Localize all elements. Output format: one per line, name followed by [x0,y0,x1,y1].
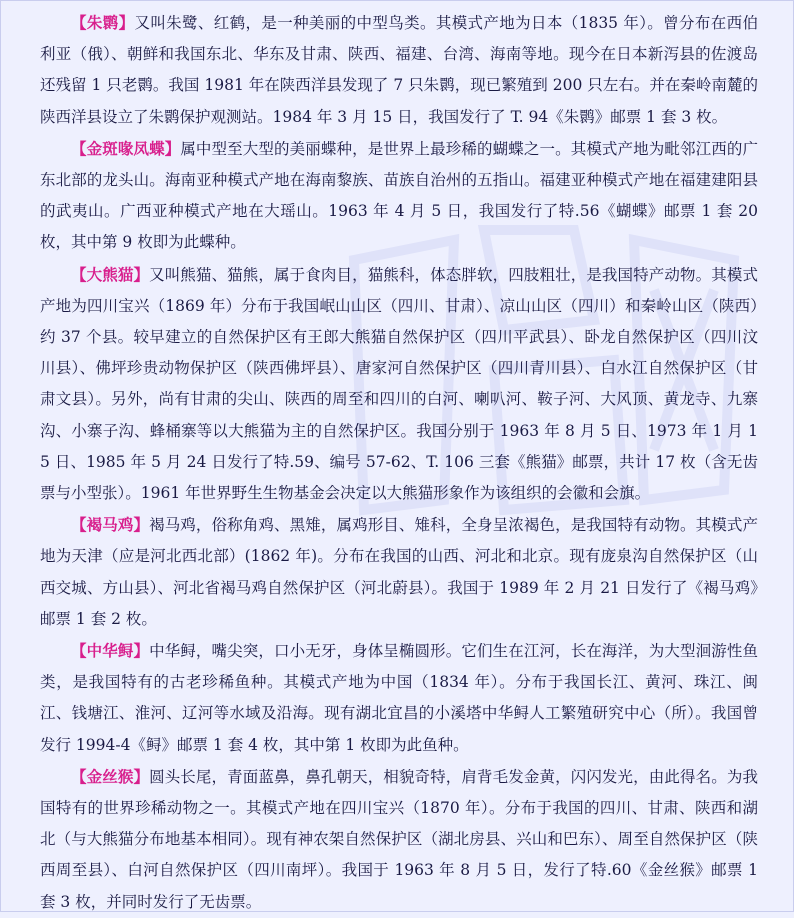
entry-text: 圆头长尾，青面蓝鼻，鼻孔朝天，相貌奇特，肩背毛发金黄，闪闪发光，由此得名。为我国特有的世界珍稀动物之一。其模式产地在四川宝兴（1870 年）。分布于我国的四川、甘肃、陕西和湖北（与大熊猫分布地基本相同）。现有神农架自然保护区（湖北房县、兴山和巴东）、周至自然保护区（陕西周至县）、白河自然保护区（四川南坪）。我国于 1963 年 8 月 5 日，发行了特.60《金丝猴》邮票 1 套 3 枚，并同时发行了无齿票。 [40,767,758,911]
entry-term: 【中华鲟】 [71,641,150,661]
entry-giant-panda [40,259,758,510]
entry-text: 又叫朱鹭、红鹤，是一种美丽的中型鸟类。其模式产地为日本（1835 年）。曾分布在西伯利亚（俄）、朝鲜和我国东北、华东及甘肃、陕西、福建、台湾、海南等地。现今在日本新泻县的佐渡岛还残留 1 只老鹮。我国 1981 年在陕西洋县发现了 7 只朱鹮，现已繁殖到 200 只左右。并在秦岭南麓的陕西洋县设立了朱鹮保护观测站。1984 年 3 月 15 日，我国发行了 T. 94《朱鹮》邮票 1 套 3 枚。 [40,14,758,126]
entry-golden-snub-nosed-monkey [40,761,758,918]
entry-text: 属中型至大型的美丽蝶种，是世界上最珍稀的蝴蝶之一。其模式产地为毗邻江西的广东北部的龙头山。海南亚种模式产地在海南黎族、苗族自治州的五指山。福建亚种模式产地在福建建阳县的武夷山。广西亚种模式产地在大瑶山。1963 年 4 月 5 日，我国发行了特.56《蝴蝶》邮票 1 套 20 枚，其中第 9 枚即为此蝶种。 [40,139,758,252]
entry-text: 褐马鸡，俗称角鸡、黑雉，属鸡形目、雉科，全身呈浓褐色，是我国特有动物。其模式产地为天津（应是河北西北部）(1862 年)。分布在我国的山西、河北和北京。现有庞泉沟自然保护区（山西交城、方山县）、河北省褐马鸡自然保护区（河北蔚县）。我国于 1989 年 2 月 21 日发行了《褐马鸡》邮票 1 套 2 枚。 [40,516,758,628]
entry-term: 【朱鹮】 [71,13,135,32]
entry-text: 又叫熊猫、猫熊，属于食肉目，猫熊科，体态胖软，四肢粗壮，是我国特产动物。其模式产地为四川宝兴（1869 年）分布于我国岷山山区（四川、甘肃）、凉山山区（四川）和秦岭山区（陕西）约 37 个县。较早建立的自然保护区有王郎大熊猫自然保护区（四川平武县）、卧龙自然保护区（四川汶川县）、佛坪珍贵动物保护区（陕西佛坪县）、唐家河自然保护区（四川青川县）、白水江自然保护区（甘肃文县）。另外，尚有甘肃的尖山、陕西的周至和四川的白河、喇叭河、鞍子河、大风顶、黄龙寺、九寨沟、小寨子沟、蜂桶寨等以大熊猫为主的自然保护区。我国分别于 1963 年 8 月 5 日、1973 年 1 月 15 日、1985 年 5 月 24 日发行了特.59、编号 57-62、T. 106 三套《熊猫》邮票，共计 17 枚（含无齿票与小型张）。1961 年世界野生生物基金会决定以大熊猫形象作为该组织的会徽和会旗。 [40,265,758,503]
entry-crested-ibis [40,7,758,133]
entry-brown-eared-pheasant [40,509,758,635]
entry-text: 中华鲟，嘴尖突，口小无牙，身体呈椭圆形。它们生在江河，长在海洋，为大型洄游性鱼类，是我国特有的古老珍稀鱼种。其模式产地为中国（1834 年）。分布于我国长江、黄河、珠江、闽江、钱塘江、淮河、辽河等水域及沿海。现有湖北宜昌的小溪塔中华鲟人工繁殖研究中心（所）。我国曾发行 1994-4《鲟》邮票 1 套 4 枚，其中第 1 枚即为此鱼种。 [40,642,758,754]
entry-chinese-sturgeon [40,635,758,761]
entry-term: 【金丝猴】 [71,766,150,786]
entry-term: 【褐马鸡】 [71,515,150,535]
entry-term: 【大熊猫】 [71,264,150,284]
entry-golden-kaiser-swallowtail [40,133,758,259]
entry-term: 【金斑喙凤蝶】 [71,138,181,158]
document-body [40,7,758,918]
